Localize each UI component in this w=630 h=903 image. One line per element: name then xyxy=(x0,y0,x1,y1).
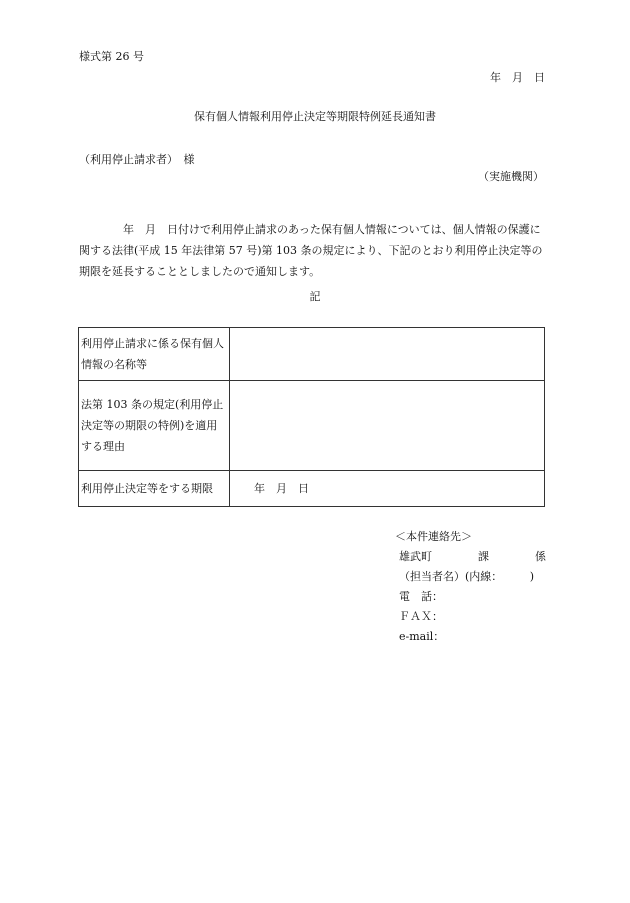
contact-heading: ＜本件連絡先＞ xyxy=(395,530,472,543)
row-value-deadline: 年 月 日 xyxy=(230,471,545,507)
contact-block xyxy=(393,527,546,647)
implementing-agency: （実施機関） xyxy=(478,170,544,183)
row-value-info-name xyxy=(230,328,545,381)
contact-email: e-mail： xyxy=(399,630,445,643)
document-title: 保有個人情報利用停止決定等期限特例延長通知書 xyxy=(194,110,436,123)
row-label-deadline: 利用停止決定等をする期限 xyxy=(79,471,230,507)
table-row xyxy=(79,471,545,507)
ki-heading: 記 xyxy=(309,290,321,303)
row-label-info-name: 利用停止請求に係る保有個人情報の名称等 xyxy=(79,328,230,381)
table-row xyxy=(79,328,545,381)
contact-person: （担当者名）(内線： ) xyxy=(399,570,535,583)
contact-phone: 電 話： xyxy=(399,590,443,603)
issue-date: 年 月 日 xyxy=(490,71,545,84)
contact-section: 課 xyxy=(478,550,489,563)
addressee: （利用停止請求者） 様 xyxy=(79,153,195,166)
row-label-reason: 法第 103 条の規定(利用停止決定等の期限の特例)を適用する理由 xyxy=(79,381,230,471)
contact-fax: ＦＡＸ： xyxy=(399,610,443,623)
contact-department xyxy=(393,547,546,567)
row-value-reason xyxy=(230,381,545,471)
contact-unit: 係 xyxy=(535,550,546,563)
notice-body: 年 月 日付けで利用停止請求のあった保有個人情報については、個人情報の保護に関する法律(平成 15 年法律第 57 号)第 103 条の規定により、下記のとおり利用停止決定等の期限を延長することとしましたので通知します。 xyxy=(79,223,543,278)
form-number: 様式第 26 号 xyxy=(79,50,144,63)
contact-town: 雄武町 xyxy=(399,550,432,563)
details-table xyxy=(78,327,545,507)
table-row xyxy=(79,381,545,471)
